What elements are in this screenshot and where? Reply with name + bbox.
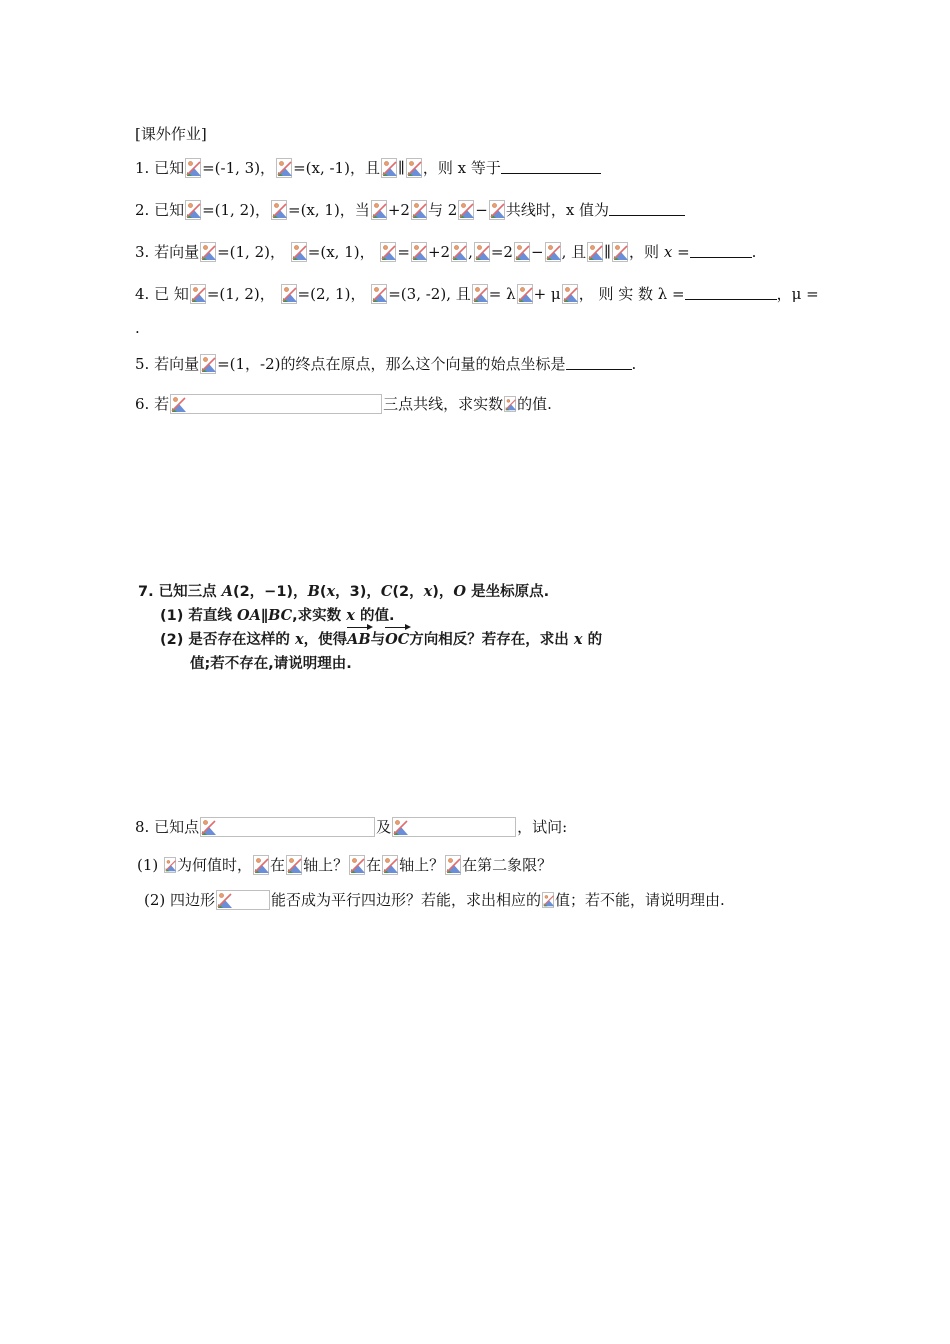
point-image-icon [200, 817, 375, 837]
q8-text: 在 [366, 856, 382, 874]
vector-image-icon [517, 284, 533, 304]
q5-text: . [631, 355, 637, 373]
q3-text: ，则 [629, 243, 660, 261]
q7-text: ( [319, 584, 327, 600]
variable-image-icon [164, 857, 176, 873]
question-3 [135, 242, 756, 262]
question-7-line-2 [160, 605, 394, 627]
q3-text: , 且 [561, 243, 587, 261]
vector-image-icon [200, 242, 216, 262]
q4-text: ，μ = [776, 285, 819, 303]
vector-a-image-icon [381, 158, 397, 178]
q6-text: 三点共线，求实数 [383, 395, 504, 413]
q3-text: − [530, 243, 544, 261]
vector-image-icon [451, 242, 467, 262]
vector-image-icon [472, 284, 488, 304]
q6-text: 的值. [517, 395, 552, 413]
q5-text: =(1，-2)的终点在原点，那么这个向量的始点坐标是 [217, 355, 566, 373]
q7-text: ,求实数 [292, 608, 347, 624]
question-1 [135, 158, 601, 178]
q8-text: 8. 已知点 [135, 818, 200, 836]
q3-text: = [397, 243, 410, 261]
vector-image-icon [190, 284, 206, 304]
q4-text: =(3, -2), 且 [388, 285, 471, 303]
q7-text: 7. 已知三点 [138, 584, 222, 600]
vector-image-icon [489, 200, 505, 220]
q8-text: 值；若不能，请说明理由. [555, 891, 725, 909]
question-6 [135, 394, 552, 414]
line-oa: OA [236, 607, 261, 624]
question-7-line-1 [138, 581, 549, 603]
variable-x: x [573, 631, 583, 648]
point-c: C [380, 583, 393, 600]
q2-text: − [475, 201, 488, 219]
q8-text: 轴上？ [303, 856, 349, 874]
question-2 [135, 200, 685, 220]
vector-b-image-icon [276, 158, 292, 178]
q7-text: 是坐标原点. [466, 584, 550, 600]
q7-text: )， [432, 584, 454, 600]
q1-text: =(x, -1)，且 [293, 159, 380, 177]
q1-text: ∥ [397, 159, 405, 177]
q2-text: 与 2 [427, 201, 458, 219]
point-image-icon [445, 855, 461, 875]
vector-a-image-icon [185, 158, 201, 178]
point-image-icon [349, 855, 365, 875]
vector-b-image-icon [406, 158, 422, 178]
question-8-part-2 [144, 890, 725, 910]
q3-text: =(x, 1)， [307, 243, 375, 261]
vector-image-icon [371, 284, 387, 304]
q3-text: , [468, 243, 473, 261]
q7-text: 的 [582, 632, 603, 648]
question-8-part-1 [137, 855, 552, 875]
q8-text: 能否成为平行四边形？若能，求出相应的 [271, 891, 542, 909]
q2-text: 共线时，x 值为 [505, 201, 610, 219]
q3-text: =2 [490, 243, 513, 261]
q4-text: ， 则 实 数 λ = [578, 285, 685, 303]
q7-text: ，3)， [335, 584, 381, 600]
q5-text: 5. 若向量 [135, 355, 200, 373]
q2-text: =(x, 1)，当 [288, 201, 370, 219]
q3-text: =(1, 2)， [217, 243, 285, 261]
vector-image-icon [474, 242, 490, 262]
answer-blank[interactable] [566, 355, 632, 370]
vector-image-icon [562, 284, 578, 304]
point-a: A [221, 583, 233, 600]
q7-text: (2) 是否存在这样的 [160, 632, 295, 648]
q2-text: =(1, 2)， [202, 201, 270, 219]
variable-x: x [423, 583, 433, 600]
point-o: O [453, 583, 467, 600]
variable-image-icon [542, 892, 554, 908]
variable-x: x [326, 583, 336, 600]
q7-text: (2， [392, 584, 424, 600]
variable-x: x [294, 631, 304, 648]
q8-text: 在 [270, 856, 286, 874]
vector-image-icon [281, 284, 297, 304]
q3-text: 3. 若向量 [135, 243, 200, 261]
vector-image-icon [545, 242, 561, 262]
q1-text: =(-1, 3)， [202, 159, 276, 177]
question-4 [135, 284, 819, 304]
q4-text: 4. 已 知 [135, 285, 189, 303]
q3-text: +2 [427, 243, 451, 261]
points-image-icon [170, 394, 382, 414]
vector-image-icon [200, 354, 216, 374]
q8-text: 为何值时， [177, 856, 253, 874]
vector-image-icon [411, 242, 427, 262]
q7-text: (2，−1)， [232, 584, 308, 600]
q1-text: ，则 x 等于 [422, 159, 501, 177]
answer-blank[interactable] [609, 201, 685, 216]
q8-text: ，试问: [517, 818, 568, 836]
vector-image-icon [458, 200, 474, 220]
vector-image-icon [291, 242, 307, 262]
point-image-icon [392, 817, 516, 837]
vector-image-icon [587, 242, 603, 262]
q2-text: 2. 已知 [135, 201, 185, 219]
q8-text: 及 [376, 818, 392, 836]
q8-text: 轴上？ [399, 856, 445, 874]
q8-text: 在第二象限？ [462, 856, 553, 874]
vector-image-icon [411, 200, 427, 220]
q8-text: (2) 四边形 [144, 891, 216, 909]
question-8 [135, 817, 567, 837]
answer-blank-lambda[interactable] [685, 285, 777, 300]
axis-image-icon [286, 855, 302, 875]
point-b: B [307, 583, 320, 600]
answer-blank[interactable] [690, 243, 752, 258]
question-7-line-3 [160, 629, 602, 651]
q4-text: + μ [533, 285, 561, 303]
vector-image-icon [371, 200, 387, 220]
parallel-symbol: ∥ [260, 608, 269, 624]
axis-image-icon [382, 855, 398, 875]
vector-image-icon [271, 200, 287, 220]
vector-image-icon [380, 242, 396, 262]
question-7-line-4: 值;若不存在,请说明理由. [190, 656, 352, 672]
point-image-icon [253, 855, 269, 875]
q4-text: = λ [488, 285, 516, 303]
q3-text: = [672, 243, 690, 261]
line-bc: BC [268, 607, 293, 624]
q4-text: =(1, 2)， [206, 285, 275, 303]
vector-image-icon [612, 242, 628, 262]
homework-header: [课外作业] [135, 125, 207, 143]
variable-image-icon [504, 396, 516, 412]
vector-image-icon [514, 242, 530, 262]
variable-x: x [663, 243, 673, 261]
q8-text: (1) [137, 856, 159, 874]
vector-oc: OC [385, 629, 409, 651]
question-5 [135, 354, 636, 374]
q3-text: ∥ [604, 243, 612, 261]
q7-text: 的值. [354, 608, 395, 624]
answer-blank[interactable] [501, 159, 601, 174]
variable-x: x [346, 607, 355, 624]
q1-text: 1. 已知 [135, 159, 185, 177]
vector-ab: AB [347, 629, 371, 651]
q4-continuation: . [135, 319, 140, 337]
q2-text: +2 [387, 201, 410, 219]
q7-text: ，使得 [303, 632, 348, 648]
q7-text: 方向相反？若存在，求出 [409, 632, 574, 648]
q7-text: (1) 若直线 [160, 608, 237, 624]
q4-text: =(2, 1)， [297, 285, 366, 303]
vector-image-icon [185, 200, 201, 220]
q3-text: . [751, 243, 757, 261]
quadrilateral-image-icon [216, 890, 270, 910]
q6-text: 6. 若 [135, 395, 170, 413]
q7-text: 与 [370, 632, 386, 648]
